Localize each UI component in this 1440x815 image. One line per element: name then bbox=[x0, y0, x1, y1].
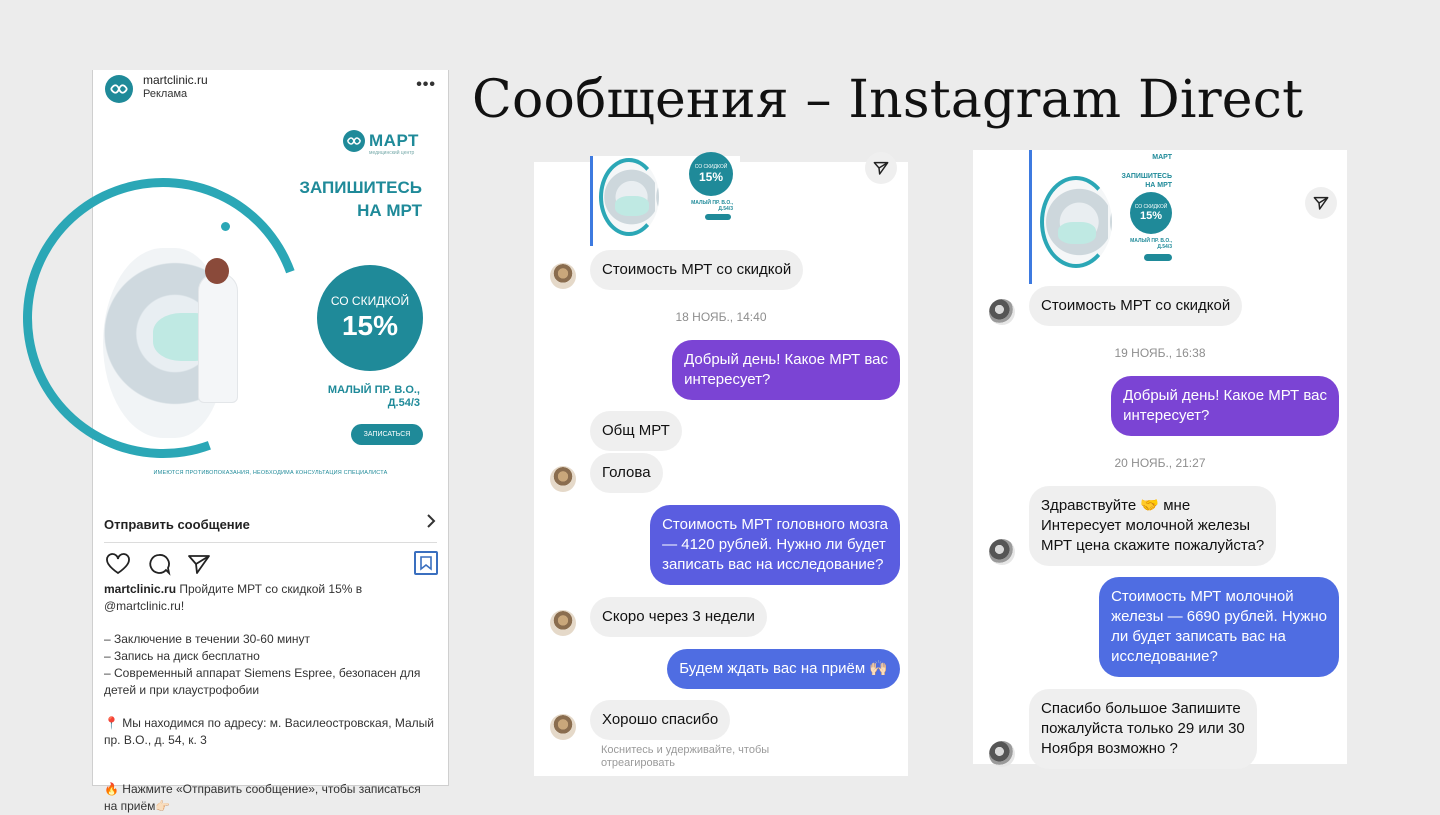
shared-address-line2: Д.54/3 bbox=[718, 206, 733, 212]
outgoing-message[interactable] bbox=[1099, 577, 1339, 677]
user-avatar[interactable] bbox=[550, 714, 576, 740]
caption-bullet-2: – Запись на диск бесплатно bbox=[104, 649, 260, 663]
ad-address-line2: Д.54/3 bbox=[387, 397, 420, 409]
patient-image bbox=[615, 196, 649, 216]
user-avatar[interactable] bbox=[550, 610, 576, 636]
caption-account[interactable]: martclinic.ru bbox=[104, 582, 177, 596]
caption-address: 📍 Мы находимся по адресу: м. Василеостровская, Малый пр. В.О., д. 54, к. 3 bbox=[104, 716, 435, 747]
caption-intro: Пройдите МРТ со скидкой 15% в @martclinic.ru! bbox=[104, 582, 363, 613]
direct-chat-2 bbox=[973, 150, 1347, 764]
ad-logo-subtitle: медицинский центр bbox=[369, 150, 415, 156]
shared-discount-badge bbox=[1130, 192, 1172, 234]
incoming-message[interactable]: Стоимость МРТ со скидкой bbox=[590, 250, 803, 290]
message-line: железы — 6690 рублей. Нужно bbox=[1111, 608, 1327, 625]
shared-address bbox=[1128, 238, 1172, 250]
outgoing-message[interactable] bbox=[1111, 376, 1339, 436]
shared-headline-line2: НА МРТ bbox=[1145, 182, 1172, 189]
more-options-icon[interactable]: ••• bbox=[416, 76, 436, 93]
message-line: Ноября возможно ? bbox=[1041, 740, 1178, 757]
caption-cta: 🔥 Нажмите «Отправить сообщение», чтобы записаться на приём👉🏻 bbox=[104, 782, 421, 813]
shared-post-preview[interactable] bbox=[590, 156, 740, 246]
doctor-head-image bbox=[205, 258, 229, 284]
user-avatar[interactable] bbox=[550, 263, 576, 289]
shared-badge-label: СО СКИДКОЙ bbox=[1134, 204, 1168, 210]
shared-logo: МАРТ bbox=[1152, 154, 1172, 161]
post-account-name[interactable]: martclinic.ru bbox=[143, 73, 208, 87]
shared-badge-percent: 15% bbox=[1139, 210, 1163, 222]
doctor-image bbox=[198, 273, 238, 403]
ad-address-line1: МАЛЫЙ ПР. В.О., bbox=[327, 384, 420, 396]
mart-logo-icon bbox=[109, 79, 129, 99]
discount-badge-percent: 15% bbox=[341, 310, 399, 341]
shared-address bbox=[689, 200, 733, 212]
send-message-row[interactable] bbox=[104, 488, 437, 543]
user-avatar[interactable] bbox=[550, 466, 576, 492]
shared-cta bbox=[1144, 254, 1172, 261]
message-timestamp: 20 НОЯБ., 21:27 bbox=[1114, 456, 1206, 470]
message-line: пожалуйста только 29 или 30 bbox=[1041, 720, 1245, 737]
message-line: Добрый день! Какое МРТ вас bbox=[1123, 387, 1327, 404]
incoming-message[interactable] bbox=[1029, 486, 1276, 566]
incoming-message[interactable]: Скоро через 3 недели bbox=[590, 597, 767, 637]
chevron-right-icon bbox=[425, 512, 437, 535]
incoming-message[interactable]: Голова bbox=[590, 453, 663, 493]
message-line: Стоимость МРТ головного мозга bbox=[662, 516, 888, 533]
comment-icon[interactable] bbox=[147, 553, 171, 580]
shared-address-line1: МАЛЫЙ ПР. В.О., bbox=[691, 200, 733, 206]
share-send-icon[interactable] bbox=[187, 553, 211, 580]
share-send-icon[interactable] bbox=[1305, 187, 1337, 219]
message-line: МРТ цена скажите пожалуйста? bbox=[1041, 537, 1265, 554]
message-timestamp: 18 НОЯБ., 14:40 bbox=[675, 310, 767, 324]
incoming-message[interactable] bbox=[1029, 689, 1257, 769]
patient-image bbox=[1058, 222, 1096, 244]
reaction-hint-line1: Коснитесь и удерживайте, чтобы bbox=[601, 744, 770, 756]
user-avatar[interactable] bbox=[989, 299, 1015, 325]
message-line: исследование? bbox=[1111, 648, 1218, 665]
ad-headline-line1: ЗАПИШИТЕСЬ bbox=[299, 178, 422, 197]
caption-bullet-1: – Заключение в течении 30-60 минут bbox=[104, 632, 311, 646]
ad-headline bbox=[299, 176, 422, 222]
shared-post-preview[interactable] bbox=[1029, 150, 1179, 284]
incoming-message[interactable]: Хорошо спасибо bbox=[590, 700, 730, 740]
message-line: ли будет записать вас на bbox=[1111, 628, 1286, 645]
bookmark-icon[interactable] bbox=[414, 551, 438, 575]
message-line: интересует? bbox=[684, 371, 771, 388]
shared-headline-line1: ЗАПИШИТЕСЬ bbox=[1121, 173, 1172, 180]
message-line: — 4120 рублей. Нужно ли будет bbox=[662, 536, 886, 553]
ad-creative[interactable] bbox=[93, 108, 448, 488]
sponsored-label: Реклама bbox=[143, 88, 188, 100]
ad-logo bbox=[343, 130, 419, 156]
ad-logo-text: МАРТ bbox=[369, 131, 419, 150]
reaction-hint bbox=[601, 744, 769, 770]
shared-address-line1: МАЛЫЙ ПР. В.О., bbox=[1130, 238, 1172, 244]
share-send-icon[interactable] bbox=[865, 152, 897, 184]
ad-decorative-dot bbox=[221, 222, 230, 231]
ad-headline-line2: НА МРТ bbox=[357, 201, 422, 220]
message-timestamp: 19 НОЯБ., 16:38 bbox=[1114, 346, 1206, 360]
account-avatar[interactable] bbox=[105, 75, 133, 103]
outgoing-message[interactable] bbox=[672, 340, 900, 400]
user-avatar[interactable] bbox=[989, 539, 1015, 565]
instagram-post bbox=[92, 70, 449, 813]
ad-disclaimer: ИМЕЮТСЯ ПРОТИВОПОКАЗАНИЯ, НЕОБХОДИМА КОНСУЛЬТАЦИЯ СПЕЦИАЛИСТА bbox=[153, 470, 388, 476]
shared-cta bbox=[705, 214, 731, 220]
incoming-message[interactable]: Стоимость МРТ со скидкой bbox=[1029, 286, 1242, 326]
message-line: интересует? bbox=[1123, 407, 1210, 424]
message-line: Спасибо большое Запишите bbox=[1041, 700, 1241, 717]
like-heart-icon[interactable] bbox=[105, 553, 131, 580]
message-line: Стоимость МРТ молочной bbox=[1111, 588, 1294, 605]
message-line: записать вас на исследование? bbox=[662, 556, 884, 573]
shared-headline bbox=[1112, 172, 1172, 190]
reaction-hint-line2: отреагировать bbox=[601, 757, 676, 769]
slide-title: Сообщения – Instagram Direct bbox=[472, 70, 1304, 130]
post-header bbox=[93, 70, 448, 108]
direct-chat-1 bbox=[534, 162, 908, 776]
message-line: Интересует молочной железы bbox=[1041, 517, 1251, 534]
discount-badge-label: СО СКИДКОЙ bbox=[330, 294, 410, 308]
shared-badge-percent: 15% bbox=[698, 170, 724, 184]
incoming-message[interactable]: Общ МРТ bbox=[590, 411, 682, 451]
ad-cta-button[interactable]: ЗАПИСАТЬСЯ bbox=[351, 424, 423, 445]
ad-address bbox=[328, 384, 420, 410]
message-line: Здравствуйте 🤝 мне bbox=[1041, 497, 1191, 514]
discount-badge bbox=[317, 265, 423, 371]
post-actions bbox=[93, 543, 448, 581]
post-caption bbox=[93, 581, 448, 815]
mart-logo-icon bbox=[343, 130, 365, 152]
outgoing-message[interactable] bbox=[650, 505, 900, 585]
shared-badge-label: СО СКИДКОЙ bbox=[694, 164, 728, 170]
shared-discount-badge bbox=[689, 152, 733, 196]
caption-bullet-3: – Современный аппарат Siemens Espree, безопасен для детей и при клаустрофобии bbox=[104, 666, 421, 697]
shared-address-line2: Д.54/3 bbox=[1157, 244, 1172, 250]
send-message-label: Отправить сообщение bbox=[104, 517, 250, 532]
message-line: Добрый день! Какое МРТ вас bbox=[684, 351, 888, 368]
user-avatar[interactable] bbox=[989, 741, 1015, 767]
outgoing-message[interactable]: Будем ждать вас на приём 🙌🏻 bbox=[667, 649, 900, 689]
